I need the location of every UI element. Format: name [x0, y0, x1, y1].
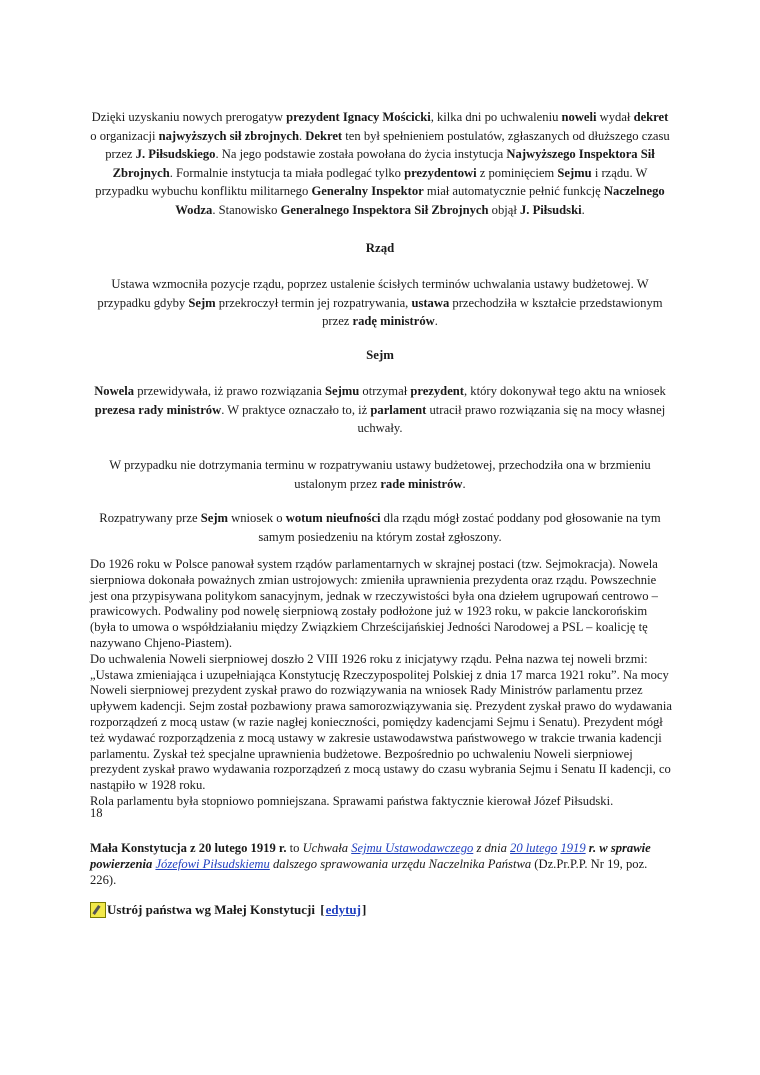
bold-term: Najwyższego Inspektora Sił Zbrojnych: [112, 147, 655, 180]
bold-term: najwyższych sił zbrojnych: [158, 128, 299, 143]
bracket-open: [: [320, 902, 325, 917]
text-run: o organizacji: [90, 128, 159, 143]
bold-term: radę ministrów: [352, 314, 435, 329]
text-run: przekroczył termin jej rozpatrywania,: [215, 295, 412, 310]
pencil-icon[interactable]: [90, 902, 106, 918]
inline-link[interactable]: Józefowi Piłsudskiemu: [155, 857, 270, 872]
bold-term: prezesa rady ministrów: [94, 402, 222, 417]
text-run: , kilka dni po uchwaleniu: [430, 110, 562, 124]
paragraph-sejm-rozwiazanie: [90, 382, 670, 438]
text-run: W przypadku nie dotrzymania terminu w rozpatrywaniu ustawy budżetowej, przechodziła ona w brzmieniu ustalonym przez: [109, 458, 651, 491]
text-run: .: [462, 476, 466, 491]
text-run: Dzięki uzyskaniu nowych prerogatyw: [91, 110, 287, 124]
inline-link[interactable]: Sejmu Ustawodawczego: [351, 841, 474, 855]
section-title: Ustrój państwa wg Małej Konstytucji: [107, 902, 315, 917]
paragraph-wotum-nieufnosci: [90, 509, 670, 546]
bold-term: Generalnego Inspektora Sił Zbrojnych: [280, 202, 489, 217]
bracket-close: ]: [361, 902, 367, 917]
bold-term: parlament: [370, 402, 427, 417]
text-run: dla rządu mógł zostać poddany pod głosowanie na tym samym posiedzeniu na którym został zgłoszony.: [258, 511, 661, 544]
bold-term: wotum nieufności: [285, 511, 381, 525]
text-run: przewidywała, iż prawo rozwiązania: [134, 384, 325, 398]
text-run: ten był spełnieniem postulatów, zgłaszanych od dłuższego czasu przez: [105, 128, 670, 162]
bold-term: dekret: [633, 110, 669, 124]
text-run: . W praktyce oznaczało to, iż: [221, 402, 371, 417]
body-text: [90, 557, 675, 810]
bold-term: J. Piłsudski: [519, 202, 582, 217]
bold-term: ustawa: [411, 295, 450, 310]
bold-term: prezydent: [410, 384, 464, 398]
body-paragraph-rola-parlamentu: Rola parlamentu była stopniowo pomniejszana. Sprawami państwa faktycznie kierował Józef Piłsudski.: [90, 793, 614, 808]
bold-term: J. Piłsudskiego: [135, 147, 216, 162]
bold-term: prezydent Ignacy Mościcki: [286, 110, 431, 124]
bold-term: Dekret: [305, 128, 343, 143]
bold-term: prezydentowi: [404, 165, 477, 180]
text-run: objął: [488, 202, 520, 217]
text-run: dalszego sprawowania urzędu Naczelnika Państwa: [269, 857, 532, 872]
text-run: wydał: [596, 110, 634, 124]
text-run: utracił prawo rozwiązania się na mocy własnej uchwały.: [357, 402, 666, 436]
text-run: miał automatycznie pełnić funkcję: [423, 184, 604, 199]
heading-rzad: Rząd: [365, 241, 395, 255]
text-run: Uchwała: [302, 841, 352, 855]
body-paragraph-sejmokracja: Do 1926 roku w Polsce panował system rządów parlamentarnych w skrajnej postaci (tzw. Sejmokracja). Nowela sierpniowa dokonała poważnych zmian ustrojowych: zmieniła uprawnienia prezydenta oraz rządu. Powszechnie jest ona przypisywana politykom sanacyjnym, jednak w rzeczywistości była ona dziełem ugrupowań centrowo – prawicowych. Podwaliny pod nowelę sierpniową zostały podłożone już w 1923 roku, w pakcie lanckorońskim (była to umowa o współdziałaniu między Związkiem Chrześcijańskiej Jedności Narodowej a PSL – koalicję tę nazywano Chjeno-Piastem).: [90, 557, 658, 650]
text-run: .: [299, 128, 306, 143]
bold-term: Mała Konstytucja z 20 lutego 1919 r.: [90, 841, 287, 855]
bold-term: Generalny Inspektor: [311, 184, 424, 199]
bold-term: noweli: [561, 110, 597, 124]
paragraph-rzad: [90, 275, 670, 331]
text-run: z dnia: [473, 841, 511, 855]
bold-term: rade ministrów: [380, 476, 463, 491]
text-run: . Stanowisko: [212, 202, 281, 217]
bold-term: Naczelnego Wodza: [175, 184, 665, 217]
text-run: . Formalnie instytucja ta miała podlegać tylko: [169, 165, 405, 180]
page-number: 18: [90, 806, 103, 820]
text-run: i rządu. W przypadku wybuchu konfliktu militarnego: [95, 165, 648, 199]
text-run: , który dokonywał tego aktu na wniosek: [463, 384, 666, 398]
text-run: przechodziła w kształcie przedstawionym przez: [322, 295, 663, 329]
text-run: (Dz.Pr.P.P. Nr 19, poz. 226).: [90, 857, 648, 888]
text-run: wniosek o: [228, 511, 286, 525]
paragraph-budzet: [90, 456, 670, 493]
inline-link[interactable]: 1919: [560, 841, 586, 855]
text-run: otrzymał: [359, 384, 411, 398]
text-run: Rozpatrywany prze: [99, 511, 201, 525]
bold-term: Sejmu: [324, 384, 360, 398]
bold-term: Sejmu: [557, 165, 592, 180]
bold-term: r. w sprawie powierzenia: [90, 841, 651, 872]
paragraph-najwyzszy-inspektor: [90, 108, 670, 220]
text-run: . Na jego podstawie została powołana do życia instytucja: [215, 147, 507, 162]
edit-link[interactable]: edytuj: [325, 902, 361, 917]
text-run: z pominięciem: [476, 165, 558, 180]
heading-sejm: Sejm: [366, 348, 394, 362]
bold-term: Nowela: [94, 384, 135, 398]
bold-term: Sejm: [200, 511, 228, 525]
bold-term: Sejm: [188, 295, 216, 310]
section-heading-ustroj: [90, 902, 366, 918]
text-run: .: [434, 314, 438, 329]
body-paragraph-nowela-sierpniowa: Do uchwalenia Noweli sierpniowej doszło 2 VIII 1926 roku z inicjatywy rządu. Pełna nazwa tej noweli brzmi: „Ustawa zmieniająca i uzupełniająca Konstytucję Rzeczypospolitej Polskiej z dnia 17 marca 1921 roku”. Na mocy Noweli sierpniowej prezydent zyskał prawo do rozwiązywania na wniosek Rady Ministrów parlamentu przez upływem kadencji. Sejm został pozbawiony prawa samorozwiązywania się. Prezydent zyskał prawo do wydawania rozporządzeń z mocą ustaw (w razie nagłej konieczności, pomiędzy kadencjami Sejmu i Senatu). Prezydent mógł też wydawać rozporządzenia z mocą ustawy w zakresie ustawodawstwa państwowego w trakcie trwania kadencji parlamentu. Zyskał też specjalne uprawnienia budżetowe. Bezpośrednio po uchwaleniu Noweli sierpniowej prezydent zyskał prawo wydawania rozporządzeń z mocą ustawy do czasu wybrania Sejmu i Senatu II kadencji, co nastąpiło w 1928 roku.: [90, 651, 672, 793]
text-run: to: [286, 841, 303, 855]
text-run: Ustawa wzmocniła pozycje rządu, poprzez ustalenie ścisłych terminów uchwalania ustawy budżetowej. W przypadku gdyby: [97, 277, 649, 310]
inline-link[interactable]: 20 lutego: [510, 841, 558, 855]
paragraph-mala-konstytucja: [90, 840, 675, 889]
text-run: .: [581, 202, 585, 217]
